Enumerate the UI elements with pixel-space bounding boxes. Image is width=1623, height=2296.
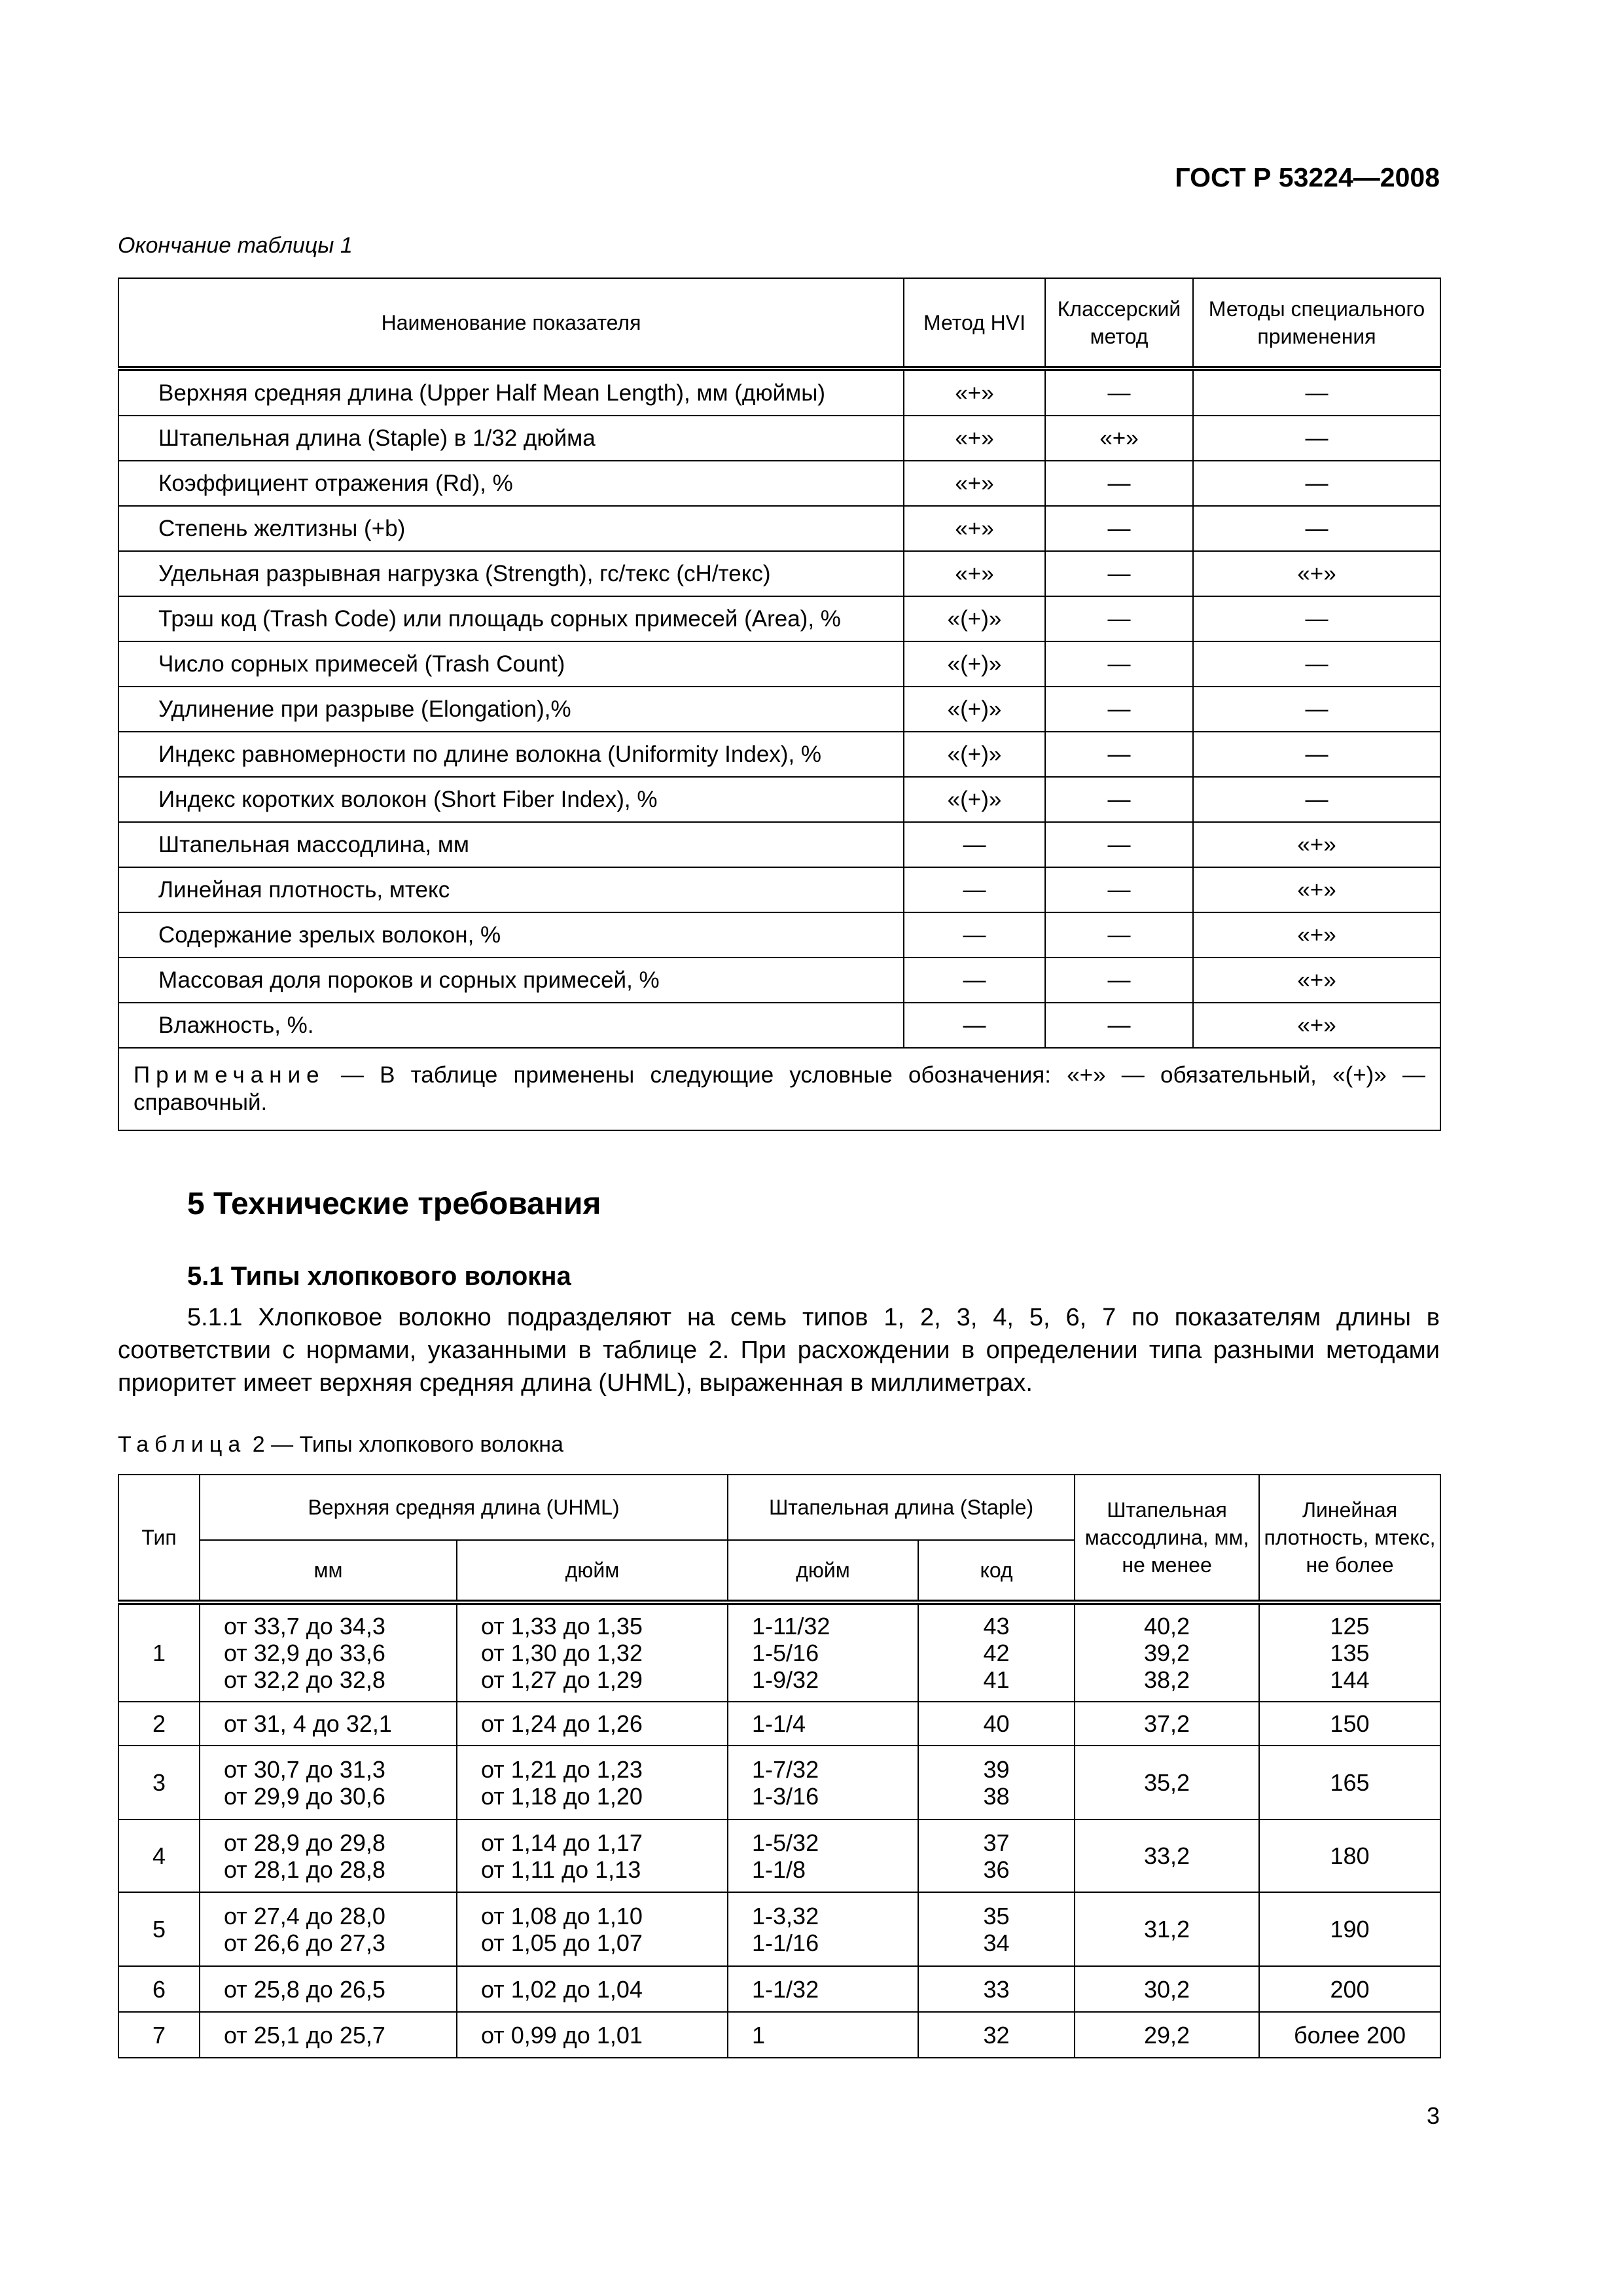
hvi-value: — <box>904 867 1045 912</box>
mass-length: 33,2 <box>1075 1820 1259 1892</box>
mass-length: 35,2 <box>1075 1746 1259 1820</box>
special-value: «+» <box>1193 822 1440 867</box>
special-value: — <box>1193 461 1440 506</box>
hvi-value: — <box>904 822 1045 867</box>
hvi-value: «(+)» <box>904 596 1045 641</box>
type: 6 <box>118 1966 200 2012</box>
mass-length: 37,2 <box>1075 1702 1259 1746</box>
document-id: ГОСТ Р 53224—2008 <box>1175 162 1440 192</box>
linear-density: 150 <box>1259 1702 1440 1746</box>
uhml-mm: от 30,7 до 31,3 от 29,9 до 30,6 <box>200 1746 457 1820</box>
type: 5 <box>118 1892 200 1966</box>
cotton-types-table <box>118 1474 1441 2058</box>
table-row <box>118 2012 1440 2058</box>
mass-length: 31,2 <box>1075 1892 1259 1966</box>
hvi-value: «+» <box>904 368 1045 416</box>
indicator-name: Верхняя средняя длина (Upper Half Mean Length), мм (дюймы) <box>118 368 904 416</box>
uhml-mm: от 33,7 до 34,3 от 32,9 до 33,6 от 32,2 до 32,8 <box>200 1602 457 1702</box>
linear-density: 125 135 144 <box>1259 1602 1440 1702</box>
note-label: Примечание <box>134 1062 325 1088</box>
uhml-inch: от 1,14 до 1,17 от 1,11 до 1,13 <box>457 1820 728 1892</box>
indicator-name: Степень желтизны (+b) <box>118 506 904 551</box>
indicator-name: Индекс коротких волокон (Short Fiber Index), % <box>118 777 904 822</box>
classer-value: — <box>1045 641 1193 687</box>
special-value: — <box>1193 506 1440 551</box>
uhml-inch: от 1,24 до 1,26 <box>457 1702 728 1746</box>
table-row <box>118 777 1440 822</box>
special-value: «+» <box>1193 1003 1440 1048</box>
table-row <box>118 687 1440 732</box>
type: 3 <box>118 1746 200 1820</box>
special-value: «+» <box>1193 867 1440 912</box>
staple-inch: 1-1/32 <box>728 1966 918 2012</box>
uhml-inch: от 0,99 до 1,01 <box>457 2012 728 2058</box>
type: 1 <box>118 1602 200 1702</box>
staple-code: 40 <box>918 1702 1075 1746</box>
table-row <box>118 867 1440 912</box>
classer-value: «+» <box>1045 416 1193 461</box>
staple-inch: 1-3,32 1-1/16 <box>728 1892 918 1966</box>
indicators-table <box>118 278 1441 1131</box>
header-type: Тип <box>118 1475 200 1602</box>
header-mm: мм <box>200 1540 457 1602</box>
table-row <box>118 596 1440 641</box>
classer-value: — <box>1045 551 1193 596</box>
staple-code: 39 38 <box>918 1746 1075 1820</box>
table-note <box>118 1048 1440 1130</box>
indicator-name: Число сорных примесей (Trash Count) <box>118 641 904 687</box>
hvi-value: «(+)» <box>904 641 1045 687</box>
header-uhml: Верхняя средняя длина (UHML) <box>200 1475 728 1540</box>
staple-inch: 1 <box>728 2012 918 2058</box>
classer-value: — <box>1045 867 1193 912</box>
table-row <box>118 1966 1440 2012</box>
type: 2 <box>118 1702 200 1746</box>
staple-code: 43 42 41 <box>918 1602 1075 1702</box>
linear-density: 200 <box>1259 1966 1440 2012</box>
classer-value: — <box>1045 1003 1193 1048</box>
mass-length: 40,2 39,2 38,2 <box>1075 1602 1259 1702</box>
special-value: «+» <box>1193 551 1440 596</box>
header-special-methods: Методы специального применения <box>1193 278 1440 368</box>
hvi-value: «(+)» <box>904 732 1045 777</box>
special-value: — <box>1193 596 1440 641</box>
hvi-value: «(+)» <box>904 777 1045 822</box>
staple-inch: 1-7/32 1-3/16 <box>728 1746 918 1820</box>
staple-code: 32 <box>918 2012 1075 2058</box>
caption-text: 2 — Типы хлопкового волокна <box>246 1432 563 1457</box>
special-value: «+» <box>1193 912 1440 958</box>
table-row <box>118 551 1440 596</box>
uhml-mm: от 28,9 до 29,8 от 28,1 до 28,8 <box>200 1820 457 1892</box>
header-hvi-method: Метод HVI <box>904 278 1045 368</box>
special-value: — <box>1193 777 1440 822</box>
indicator-name: Штапельная массодлина, мм <box>118 822 904 867</box>
table-row <box>118 506 1440 551</box>
table-row <box>118 1602 1440 1702</box>
table-row <box>118 1746 1440 1820</box>
header-staple: Штапельная длина (Staple) <box>728 1475 1075 1540</box>
special-value: — <box>1193 732 1440 777</box>
classer-value: — <box>1045 912 1193 958</box>
classer-value: — <box>1045 777 1193 822</box>
staple-code: 33 <box>918 1966 1075 2012</box>
mass-length: 29,2 <box>1075 2012 1259 2058</box>
table-row <box>118 732 1440 777</box>
note-text: — В таблице применены следующие условные обозначения: «+» — обязательный, «(+)» — справочный. <box>134 1062 1425 1115</box>
indicator-name: Коэффициент отражения (Rd), % <box>118 461 904 506</box>
header-mass-length: Штапельная массодлина, мм, не менее <box>1075 1475 1259 1602</box>
header-classer-method: Классерский метод <box>1045 278 1193 368</box>
indicator-name: Влажность, %. <box>118 1003 904 1048</box>
indicator-name: Трэш код (Trash Code) или площадь сорных примесей (Area), % <box>118 596 904 641</box>
uhml-mm: от 25,1 до 25,7 <box>200 2012 457 2058</box>
uhml-inch: от 1,02 до 1,04 <box>457 1966 728 2012</box>
uhml-inch: от 1,08 до 1,10 от 1,05 до 1,07 <box>457 1892 728 1966</box>
type: 7 <box>118 2012 200 2058</box>
indicator-name: Удлинение при разрыве (Elongation),% <box>118 687 904 732</box>
table-row <box>118 1820 1440 1892</box>
hvi-value: — <box>904 912 1045 958</box>
indicator-name: Содержание зрелых волокон, % <box>118 912 904 958</box>
mass-length: 30,2 <box>1075 1966 1259 2012</box>
caption-label: Таблица <box>118 1432 247 1457</box>
hvi-value: «(+)» <box>904 687 1045 732</box>
table-row <box>118 1892 1440 1966</box>
hvi-value: «+» <box>904 551 1045 596</box>
classer-value: — <box>1045 461 1193 506</box>
table-row <box>118 1003 1440 1048</box>
staple-inch: 1-1/4 <box>728 1702 918 1746</box>
indicator-name: Массовая доля пороков и сорных примесей, % <box>118 958 904 1003</box>
uhml-mm: от 27,4 до 28,0 от 26,6 до 27,3 <box>200 1892 457 1966</box>
linear-density: 180 <box>1259 1820 1440 1892</box>
table-row <box>118 822 1440 867</box>
hvi-value: — <box>904 958 1045 1003</box>
indicator-name: Штапельная длина (Staple) в 1/32 дюйма <box>118 416 904 461</box>
special-value: — <box>1193 687 1440 732</box>
classer-value: — <box>1045 596 1193 641</box>
uhml-inch: от 1,33 до 1,35 от 1,30 до 1,32 от 1,27 до 1,29 <box>457 1602 728 1702</box>
uhml-inch: от 1,21 до 1,23 от 1,18 до 1,20 <box>457 1746 728 1820</box>
indicator-name: Индекс равномерности по длине волокна (Uniformity Index), % <box>118 732 904 777</box>
paragraph: 5.1.1 Хлопковое волокно подразделяют на семь типов 1, 2, 3, 4, 5, 6, 7 по показателям длины в соответствии с нормами, указанными в таблице 2. При расхождении в определении типа разными методами приоритет имеет верхняя средняя длина (UHML), выраженная в миллиметрах. <box>118 1304 1440 1397</box>
table-continuation-label: Окончание таблицы 1 <box>118 233 353 258</box>
classer-value: — <box>1045 368 1193 416</box>
table2-caption <box>118 1432 563 1458</box>
special-value: — <box>1193 368 1440 416</box>
header-code: код <box>918 1540 1075 1602</box>
special-value: — <box>1193 641 1440 687</box>
type: 4 <box>118 1820 200 1892</box>
linear-density: более 200 <box>1259 2012 1440 2058</box>
header-indicator-name: Наименование показателя <box>118 278 904 368</box>
section-title: 5 Технические требования <box>187 1187 601 1221</box>
subsection-title: 5.1 Типы хлопкового волокна <box>187 1262 571 1291</box>
header-staple-inch: дюйм <box>728 1540 918 1602</box>
classer-value: — <box>1045 732 1193 777</box>
linear-density: 190 <box>1259 1892 1440 1966</box>
header-inch: дюйм <box>457 1540 728 1602</box>
indicator-name: Удельная разрывная нагрузка (Strength), гс/текс (сН/текс) <box>118 551 904 596</box>
page-number: 3 <box>1427 2102 1440 2129</box>
table-row <box>118 368 1440 416</box>
hvi-value: — <box>904 1003 1045 1048</box>
indicator-name: Линейная плотность, мтекс <box>118 867 904 912</box>
staple-code: 37 36 <box>918 1820 1075 1892</box>
special-value: «+» <box>1193 958 1440 1003</box>
hvi-value: «+» <box>904 461 1045 506</box>
table-row <box>118 416 1440 461</box>
classer-value: — <box>1045 958 1193 1003</box>
staple-inch: 1-5/32 1-1/8 <box>728 1820 918 1892</box>
header-linear-density: Линейная плотность, мтекс, не более <box>1259 1475 1440 1602</box>
linear-density: 165 <box>1259 1746 1440 1820</box>
staple-code: 35 34 <box>918 1892 1075 1966</box>
table-row <box>118 958 1440 1003</box>
hvi-value: «+» <box>904 416 1045 461</box>
classer-value: — <box>1045 506 1193 551</box>
table-row <box>118 641 1440 687</box>
special-value: — <box>1193 416 1440 461</box>
classer-value: — <box>1045 822 1193 867</box>
uhml-mm: от 25,8 до 26,5 <box>200 1966 457 2012</box>
table-row <box>118 912 1440 958</box>
uhml-mm: от 31, 4 до 32,1 <box>200 1702 457 1746</box>
staple-inch: 1-11/32 1-5/16 1-9/32 <box>728 1602 918 1702</box>
classer-value: — <box>1045 687 1193 732</box>
table-row <box>118 461 1440 506</box>
hvi-value: «+» <box>904 506 1045 551</box>
table-row <box>118 1702 1440 1746</box>
